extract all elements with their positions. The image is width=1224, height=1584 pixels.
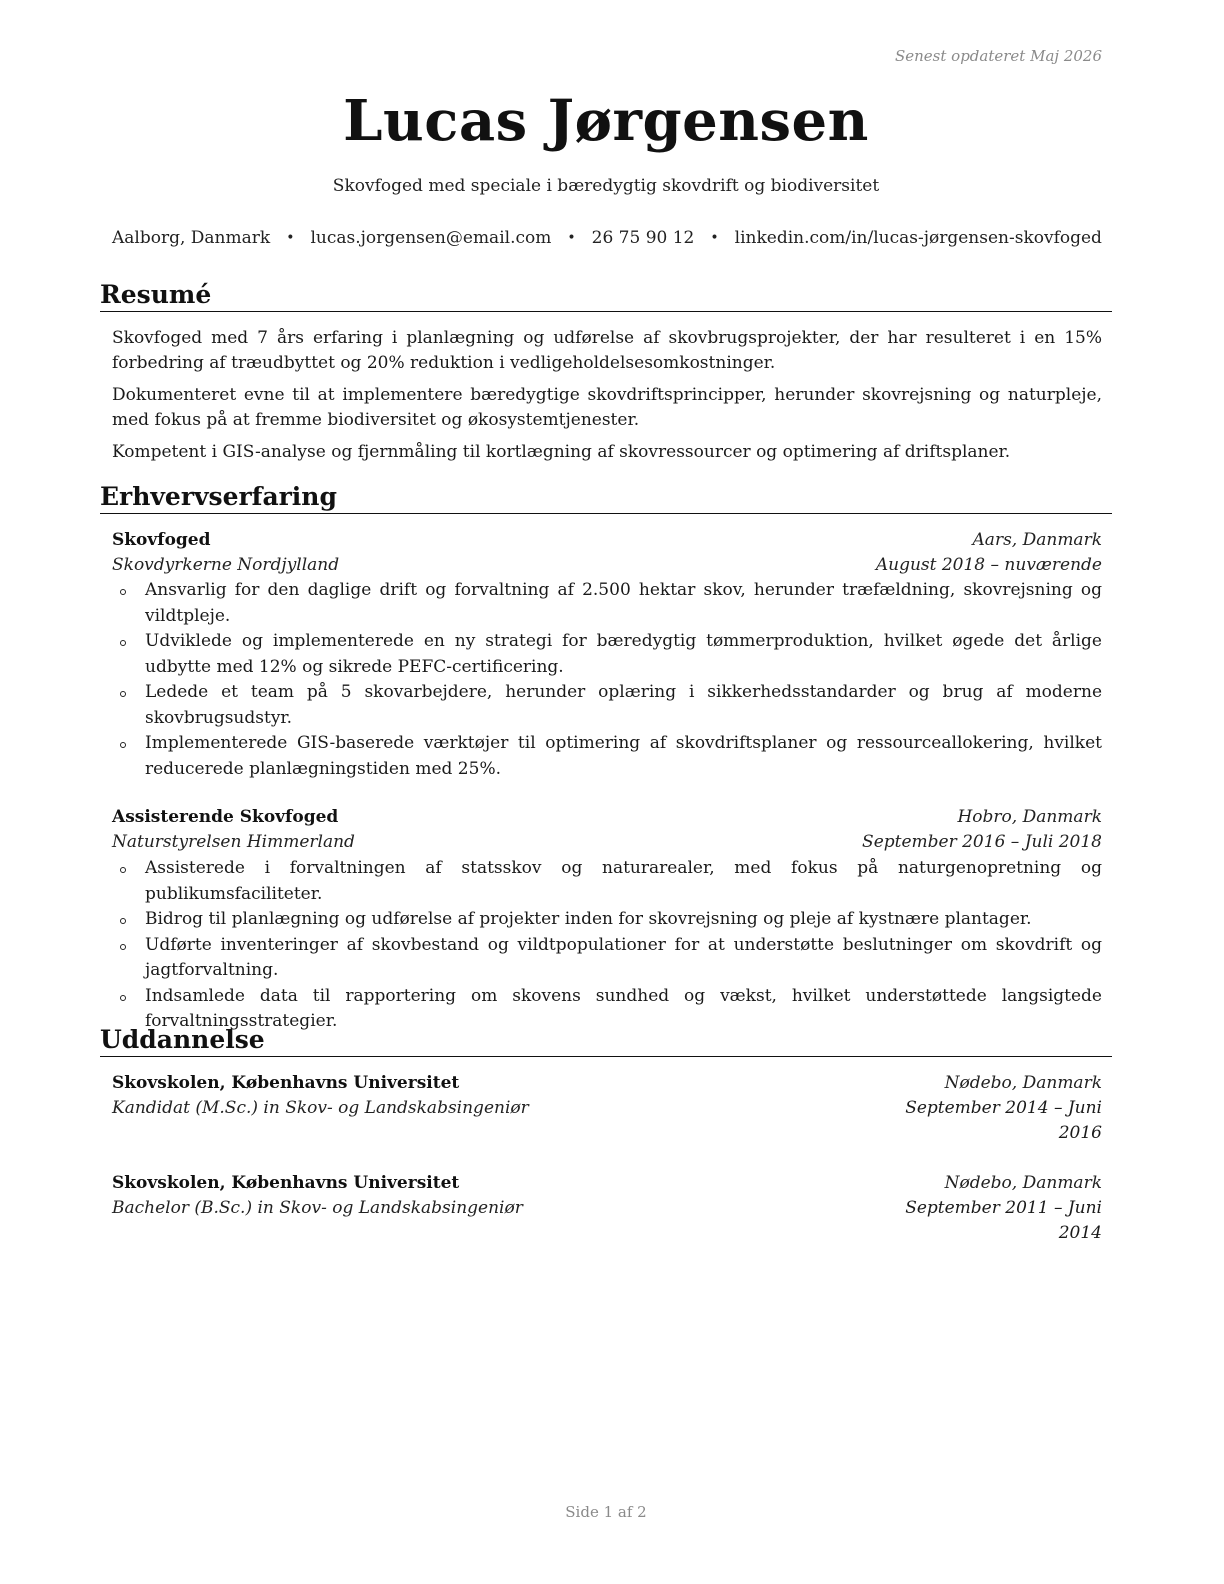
list-item	[112, 731, 1102, 782]
summary-paragraph: Dokumenteret evne til at implementere bæredygtige skovdriftsprincipper, herunder skovrejsning og naturpleje, med fokus på at fremme biodiversitet og økosystemtjenester.	[112, 385, 1102, 430]
circle-bullet-icon	[120, 691, 126, 697]
circle-bullet-icon	[120, 944, 126, 950]
bullet-text: Implementerede GIS-baserede værktøjer til optimering af skovdriftsplaner og ressourceallokering, hvilket reducerede planlægningstiden med 25%.	[145, 733, 1102, 779]
resume-page	[100, 0, 1112, 1584]
education-location: Nødebo, Danmark	[944, 1173, 1102, 1193]
education-header	[112, 1071, 1102, 1096]
circle-bullet-icon	[120, 995, 126, 1001]
bullet-separator: •	[710, 230, 719, 246]
bullet-text: Bidrog til planlægning og udførelse af projekter inden for skovrejsning og pleje af kystnære plantager.	[145, 909, 1032, 929]
bullet-text: Assisterede i forvaltningen af statsskov og naturarealer, med fokus på naturgenopretning og publikumsfaciliteter.	[145, 858, 1102, 904]
contact-linkedin[interactable]: linkedin.com/in/lucas-jørgensen-skovfoged	[734, 228, 1102, 248]
summary-paragraph: Skovfoged med 7 års erfaring i planlægning og udførelse af skovbrugsprojekter, der har resulteret i en 15% forbedring af træudbyttet og 20% reduktion i vedligeholdelsesomkostninger.	[112, 328, 1102, 373]
education-subheader	[112, 1096, 1102, 1146]
education-location: Nødebo, Danmark	[944, 1073, 1102, 1093]
job-subheader	[112, 830, 1102, 855]
section-title-experience: Erhvervserfaring	[100, 481, 1112, 514]
tagline: Skovfoged med speciale i bæredygtig skovdrift og biodiversitet	[332, 176, 880, 196]
list-item	[112, 578, 1102, 629]
contact-phone: 26 75 90 12	[591, 228, 695, 248]
circle-bullet-icon	[120, 918, 126, 924]
job-bullets	[112, 856, 1102, 1035]
job-location: Aars, Danmark	[972, 530, 1102, 550]
circle-bullet-icon	[120, 742, 126, 748]
education-dates: September 2014 – Juni 2016	[905, 1098, 1102, 1143]
contact-line	[112, 228, 1102, 248]
circle-bullet-icon	[120, 640, 126, 646]
bullet-text: Ansvarlig for den daglige drift og forvaltning af 2.500 hektar skov, herunder træfældning, skovrejsning og vildtpleje.	[145, 580, 1102, 626]
bullet-separator: •	[286, 230, 295, 246]
list-item	[112, 856, 1102, 907]
list-item	[112, 907, 1102, 933]
summary-paragraph: Kompetent i GIS-analyse og fjernmåling til kortlægning af skovressourcer og optimering af driftsplaner.	[112, 442, 1011, 462]
circle-bullet-icon	[120, 867, 126, 873]
section-title-summary: Resumé	[100, 279, 1112, 312]
bullet-text: Udviklede og implementerede en ny strategi for bæredygtig tømmerproduktion, hvilket øgede det årlige udbytte med 12% og sikrede PEFC-certificering.	[145, 631, 1102, 677]
bullet-separator: •	[567, 230, 576, 246]
last-updated: Senest opdateret Maj 2026	[894, 47, 1102, 65]
bullet-text: Udførte inventeringer af skovbestand og vildtpopulationer for at understøtte beslutninger om skovdrift og jagtforvaltning.	[145, 934, 1102, 980]
list-item	[112, 629, 1102, 680]
circle-bullet-icon	[120, 589, 126, 595]
education-dates: September 2011 – Juni 2014	[905, 1198, 1102, 1243]
job-company: Skovdyrkerne Nordjylland	[112, 555, 340, 575]
education-degree: Kandidat (M.Sc.) in Skov- og Landskabsingeniør	[112, 1098, 529, 1118]
candidate-name: Lucas Jørgensen	[343, 88, 869, 154]
list-item	[112, 933, 1102, 984]
job-header	[112, 528, 1102, 553]
education-subheader	[112, 1196, 1102, 1246]
job-role: Skovfoged	[112, 530, 211, 550]
bullet-text: Indsamlede data til rapportering om skovens sundhed og vækst, hvilket understøttede langsigtede forvaltningsstrategier.	[145, 985, 1102, 1031]
section-title-education: Uddannelse	[100, 1024, 1112, 1057]
job-dates: September 2016 – Juli 2018	[862, 832, 1102, 852]
education-school: Skovskolen, Københavns Universitet	[112, 1173, 460, 1193]
page-number: Side 1 af 2	[565, 1503, 647, 1521]
contact-location: Aalborg, Danmark	[112, 228, 271, 248]
job-location: Hobro, Danmark	[957, 807, 1102, 827]
contact-email[interactable]: lucas.jorgensen@email.com	[310, 228, 552, 248]
bullet-text: Ledede et team på 5 skovarbejdere, herunder oplæring i sikkerhedsstandarder og brug af moderne skovbrugsudstyr.	[145, 682, 1102, 728]
education-header	[112, 1171, 1102, 1196]
job-company: Naturstyrelsen Himmerland	[112, 832, 355, 852]
job-dates: August 2018 – nuværende	[875, 555, 1102, 575]
education-degree: Bachelor (B.Sc.) in Skov- og Landskabsingeniør	[112, 1198, 523, 1218]
job-subheader	[112, 553, 1102, 578]
job-header	[112, 805, 1102, 830]
job-role: Assisterende Skovfoged	[112, 807, 339, 827]
education-school: Skovskolen, Københavns Universitet	[112, 1073, 460, 1093]
job-bullets	[112, 578, 1102, 782]
list-item	[112, 680, 1102, 731]
